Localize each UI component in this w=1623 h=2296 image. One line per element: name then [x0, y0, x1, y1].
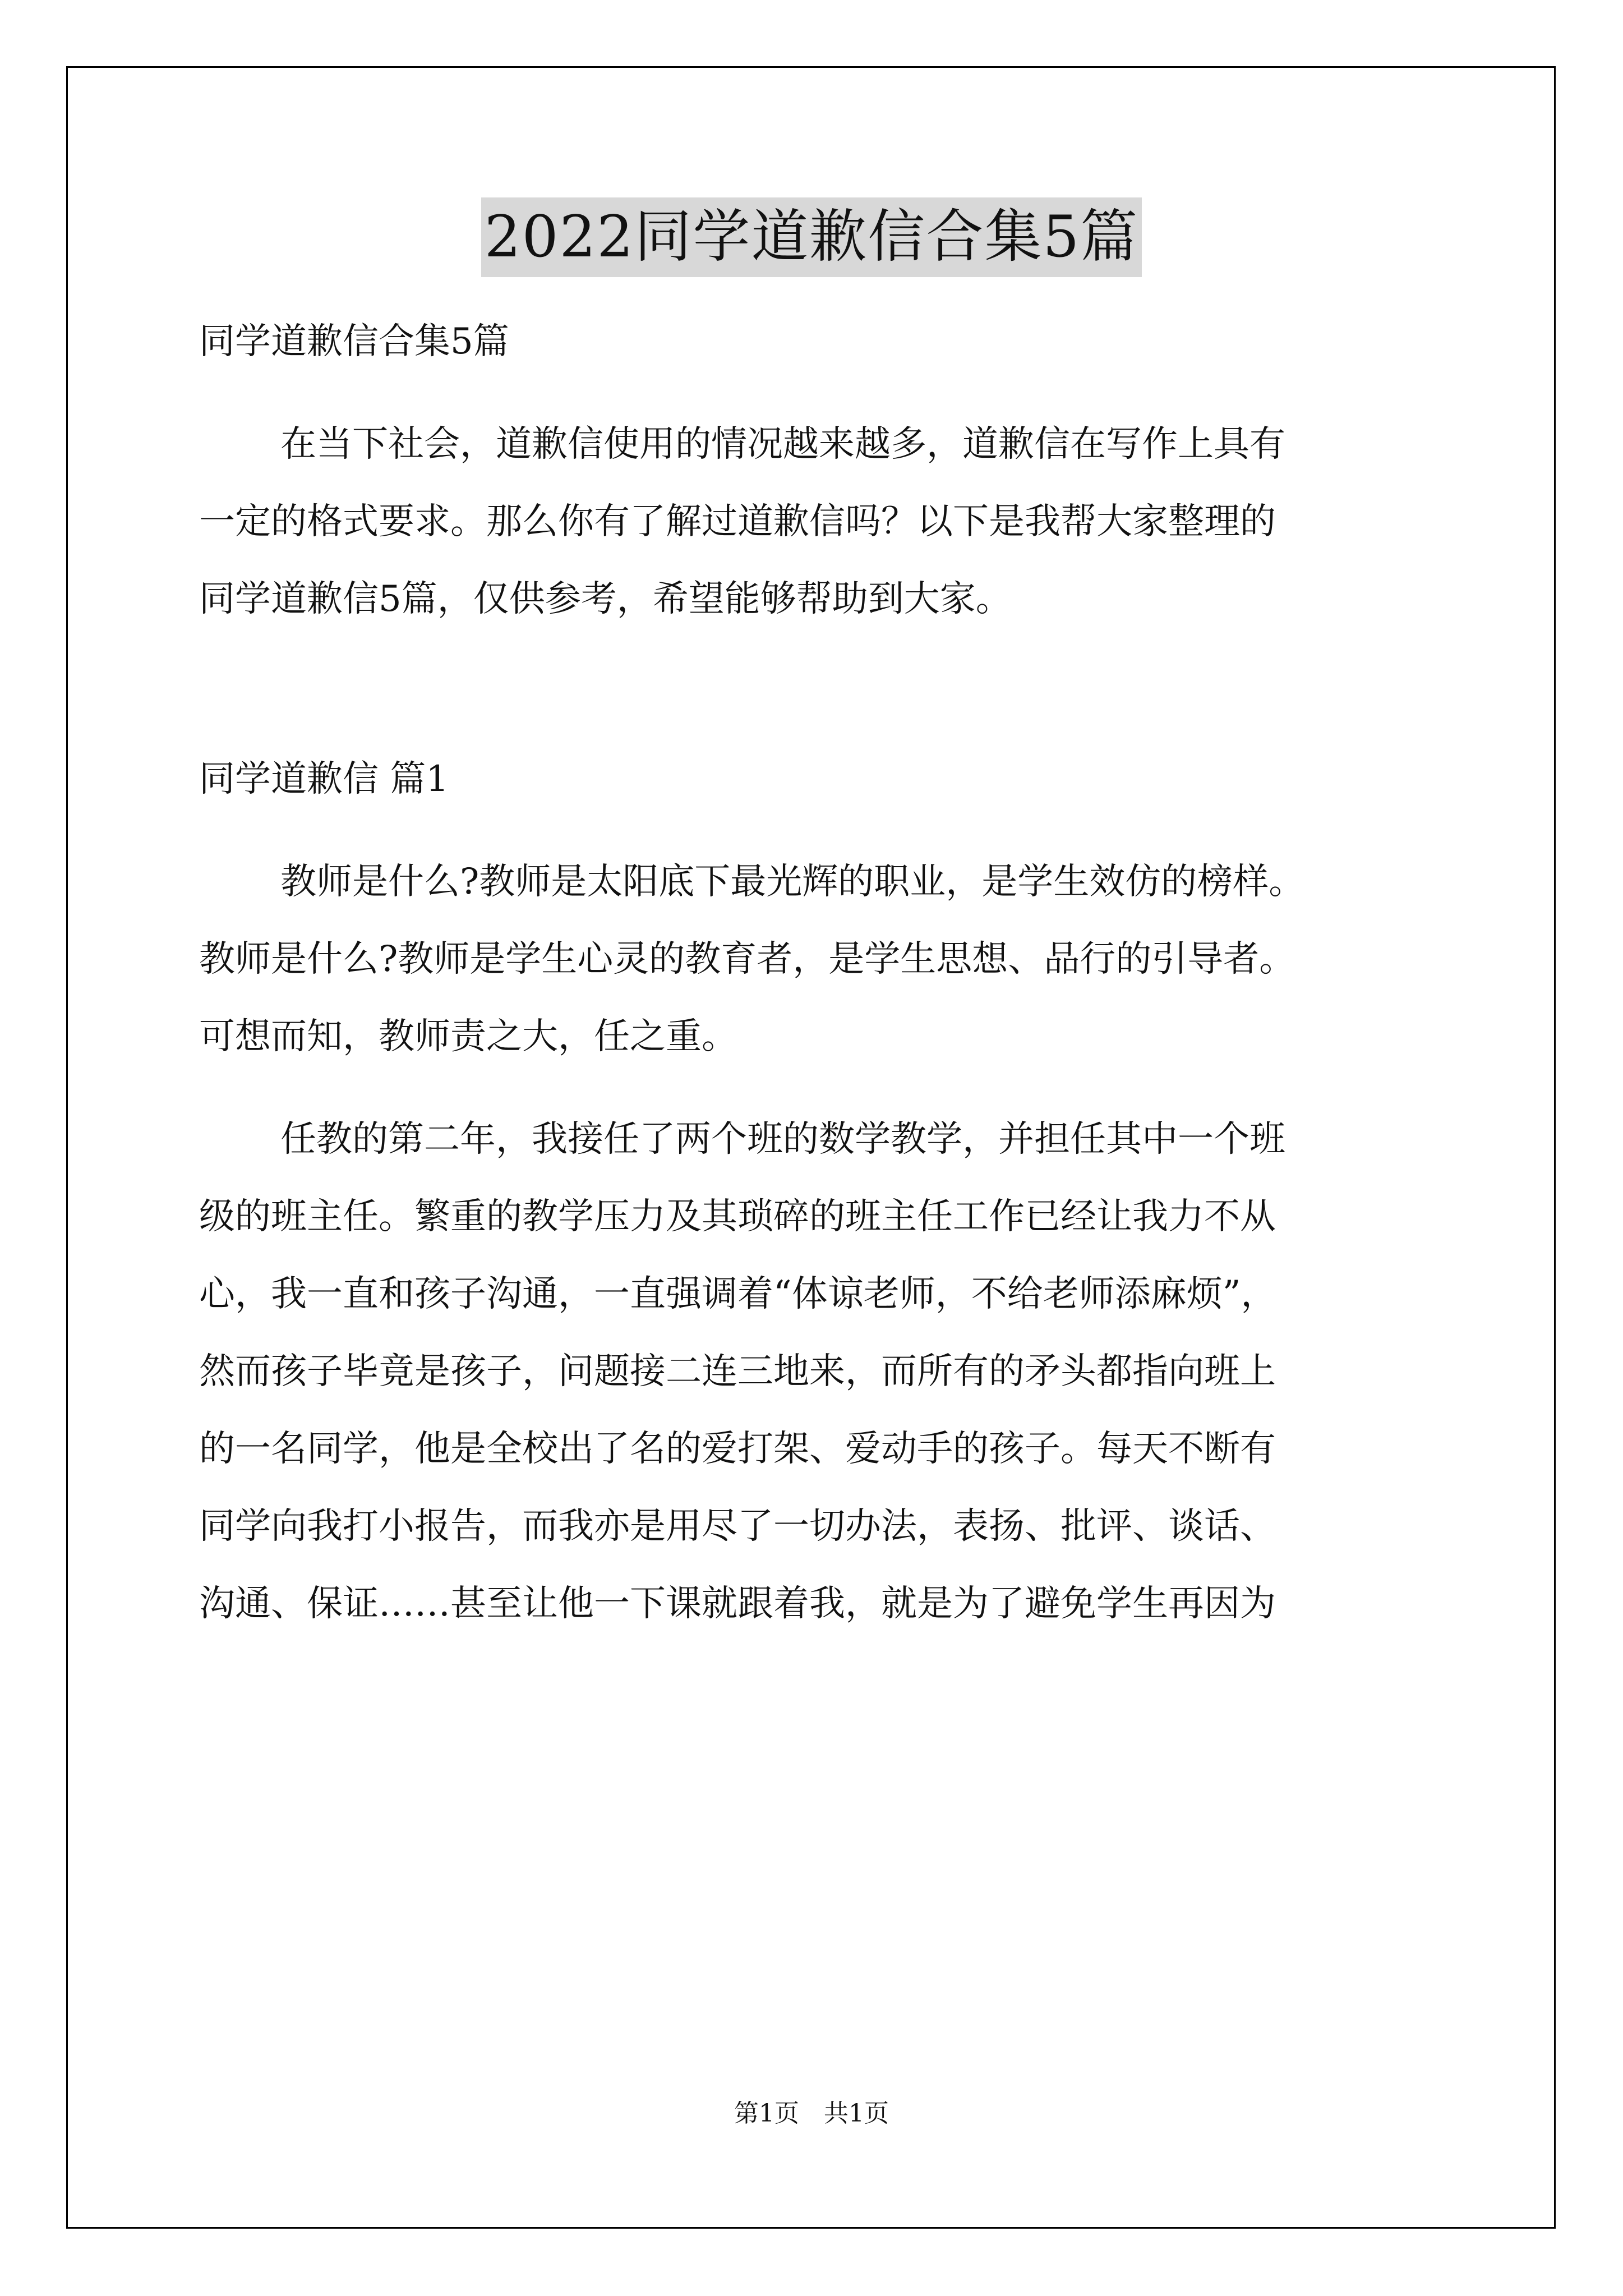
paragraph-line: 可想而知，教师责之大，任之重。 — [199, 1016, 737, 1057]
paragraph-line: 同学向我打小报告，而我亦是用尽了一切办法，表扬、批评、谈话、 — [199, 1506, 1276, 1547]
document-title: 2022同学道歉信合集5篇 — [481, 197, 1142, 277]
document-body — [199, 303, 1467, 1642]
section-heading: 同学道歉信 篇1 — [199, 758, 449, 800]
paragraph-line: 教师是什么?教师是太阳底下最光辉的职业，是学生效仿的榜样。 — [280, 861, 1305, 903]
document-subtitle: 同学道歉信合集5篇 — [199, 321, 509, 362]
paragraph-line: 然而孩子毕竟是孩子，问题接二连三地来，而所有的矛头都指向班上 — [199, 1351, 1276, 1392]
paragraph-line: 级的班主任。繁重的教学压力及其琐碎的班主任工作已经让我力不从 — [199, 1196, 1276, 1237]
paragraph-line: 沟通、保证……甚至让他一下课就跟着我，就是为了避免学生再因为 — [199, 1583, 1276, 1625]
paragraph-line: 教师是什么?教师是学生心灵的教育者，是学生思想、品行的引导者。 — [199, 938, 1295, 980]
paragraph-line: 任教的第二年，我接任了两个班的数学教学，并担任其中一个班 — [280, 1119, 1285, 1160]
page-footer: 第1页 共1页 — [734, 2099, 889, 2128]
paragraph-line: 心，我一直和孩子沟通，一直强调着“体谅老师，不给老师添麻烦”， — [199, 1273, 1277, 1315]
title-container — [0, 197, 1623, 277]
intro-line: 一定的格式要求。那么你有了解过道歉信吗？以下是我帮大家整理的 — [199, 501, 1276, 542]
intro-line: 同学道歉信5篇，仅供参考，希望能够帮助到大家。 — [199, 578, 1012, 620]
intro-line: 在当下社会，道歉信使用的情况越来越多，道歉信在写作上具有 — [280, 424, 1285, 465]
paragraph-line: 的一名同学，他是全校出了名的爱打架、爱动手的孩子。每天不断有 — [199, 1428, 1276, 1470]
